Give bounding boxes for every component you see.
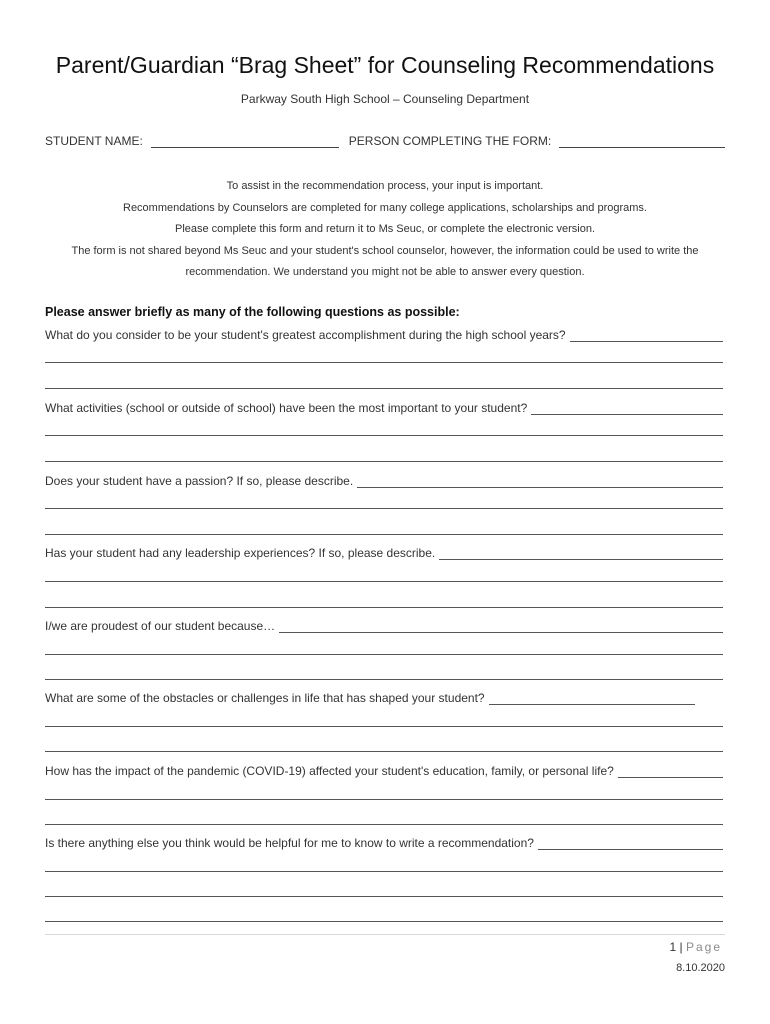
page-number <box>669 940 722 954</box>
answer-field[interactable] <box>531 404 723 415</box>
question-2-text: What activities (school or outside of school) have been the most important to your student? <box>45 401 528 415</box>
page-number-value: 1 <box>669 940 677 954</box>
answer-field[interactable] <box>489 694 695 705</box>
intro-line: recommendation. We understand you might not be able to answer every question. <box>185 266 585 278</box>
intro-line: The form is not shared beyond Ms Seuc and your student's school counselor, however, the information could be used to write the <box>71 244 699 257</box>
person-completing-field[interactable] <box>559 137 725 148</box>
answer-field[interactable] <box>279 622 723 633</box>
answer-line[interactable] <box>45 461 723 462</box>
answer-field[interactable] <box>538 839 723 850</box>
page-word: Page <box>685 940 722 954</box>
answer-field[interactable] <box>570 331 723 342</box>
name-row <box>45 134 725 148</box>
student-name-field[interactable] <box>151 137 339 148</box>
question-1 <box>45 328 723 342</box>
answer-field[interactable] <box>439 549 723 560</box>
question-6-text: What are some of the obstacles or challenges in life that has shaped your student? <box>45 691 485 705</box>
student-name-label: STUDENT NAME: <box>45 134 143 148</box>
question-7-text: How has the impact of the pandemic (COVID-19) affected your student's education, family, or personal life? <box>45 764 614 778</box>
answer-line[interactable] <box>45 896 723 897</box>
question-4-text: Has your student had any leadership experiences? If so, please describe. <box>45 546 436 560</box>
answer-line[interactable] <box>45 799 723 800</box>
form-date: 8.10.2020 <box>676 962 725 974</box>
question-7 <box>45 764 723 778</box>
answer-field[interactable] <box>618 767 723 778</box>
answer-line[interactable] <box>45 679 723 680</box>
question-3 <box>45 474 723 488</box>
form-title: Parent/Guardian “Brag Sheet” for Counseling Recommendations <box>55 52 715 78</box>
question-8-text: Is there anything else you think would be helpful for me to know to write a recommendation? <box>45 836 534 850</box>
answer-line[interactable] <box>45 534 723 535</box>
question-6 <box>45 691 695 705</box>
answer-line[interactable] <box>45 435 723 436</box>
answer-line[interactable] <box>45 726 723 727</box>
person-completing-label: PERSON COMPLETING THE FORM: <box>348 134 552 148</box>
answer-line[interactable] <box>45 607 723 608</box>
form-subtitle: Parkway South High School – Counseling Department <box>240 92 530 106</box>
question-8 <box>45 836 723 850</box>
answer-line[interactable] <box>45 824 723 825</box>
footer-divider <box>45 934 725 935</box>
answer-line[interactable] <box>45 388 723 389</box>
instructions-heading: Please answer briefly as many of the following questions as possible: <box>45 305 460 319</box>
answer-line[interactable] <box>45 581 723 582</box>
answer-line[interactable] <box>45 751 723 752</box>
answer-line[interactable] <box>45 508 723 509</box>
question-4 <box>45 546 723 560</box>
question-5-text: I/we are proudest of our student because… <box>45 619 276 633</box>
page-separator: | <box>676 940 686 954</box>
question-1-text: What do you consider to be your student's greatest accomplishment during the high school years? <box>45 328 566 342</box>
intro-text <box>45 176 725 284</box>
intro-line: Please complete this form and return it to Ms Seuc, or complete the electronic version. <box>174 223 596 235</box>
answer-line[interactable] <box>45 654 723 655</box>
answer-line[interactable] <box>45 871 723 872</box>
question-2 <box>45 401 723 415</box>
intro-line: Recommendations by Counselors are completed for many college applications, scholarships and programs. <box>123 201 647 214</box>
answer-line[interactable] <box>45 362 723 363</box>
answer-line[interactable] <box>45 921 723 922</box>
question-5 <box>45 619 723 633</box>
answer-field[interactable] <box>357 477 723 488</box>
intro-line: To assist in the recommendation process, your input is important. <box>226 180 544 192</box>
question-3-text: Does your student have a passion? If so, please describe. <box>45 474 354 488</box>
